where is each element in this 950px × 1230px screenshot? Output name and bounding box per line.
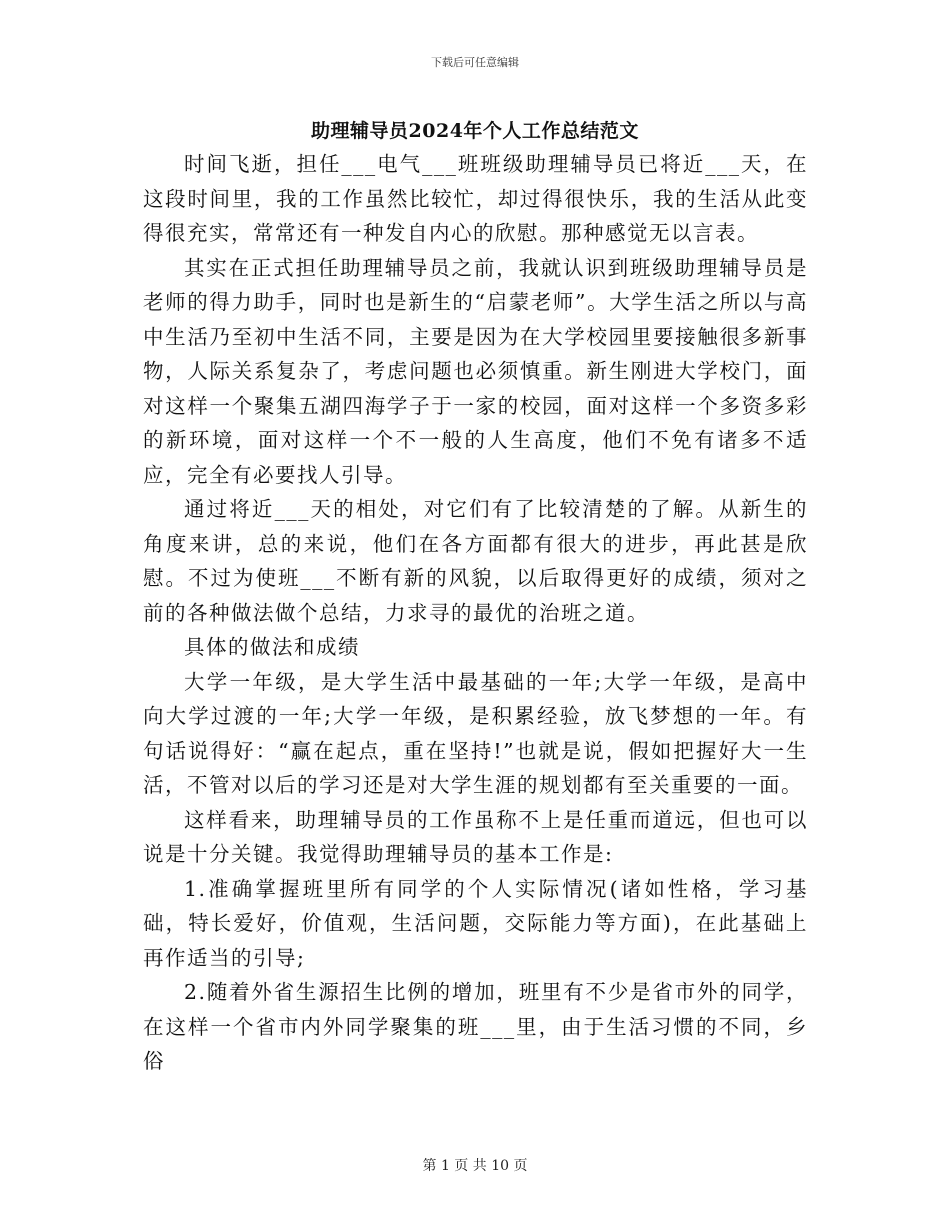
page-number: 第 1 页 共 10 页: [422, 1158, 528, 1174]
paragraph-4: 大学一年级，是大学生活中最基础的一年;大学一年级，是高中向大学过渡的一年;大学一年级，是积累经验，放飞梦想的一年。有句话说得好：“赢在起点，重在坚持!”也就是说，假如把握好大一生活，不管对以后的学习还是对大学生涯的规划都有至关重要的一面。: [143, 669, 808, 797]
document-body: [143, 147, 808, 1079]
header-note: 下载后可任意编辑: [431, 56, 519, 69]
paragraph-2: 其实在正式担任助理辅导员之前，我就认识到班级助理辅导员是老师的得力助手，同时也是新生的“启蒙老师”。大学生活之所以与高中生活乃至初中生活不同，主要是因为在大学校园里要接触很多新事物，人际关系复杂了，考虑问题也必须慎重。新生刚进大学校门，面对这样一个聚集五湖四海学子于一家的校园，面对这样一个多资多彩的新环境，面对这样一个不一般的人生高度，他们不免有诸多不适应，完全有必要找人引导。: [143, 255, 808, 487]
section-heading: 具体的做法和成绩: [184, 635, 360, 659]
list-item-1: 1.准确掌握班里所有同学的个人实际情况(诸如性格，学习基础，特长爱好，价值观，生活问题，交际能力等方面)，在此基础上再作适当的引导;: [143, 876, 808, 970]
paragraph-5: 这样看来，助理辅导员的工作虽称不上是任重而道远，但也可以说是十分关键。我觉得助理辅导员的基本工作是:: [143, 807, 808, 866]
document-title: 助理辅导员2024年个人工作总结范文: [311, 120, 639, 142]
paragraph-3: 通过将近___天的相处，对它们有了比较清楚的了解。从新生的角度来讲，总的来说，他们在各方面都有很大的进步，再此甚是欣慰。不过为使班___不断有新的风貌，以后取得更好的成绩，须对之前的各种做法做个总结，力求寻的最优的治班之道。: [143, 497, 808, 625]
list-item-2: 2.随着外省生源招生比例的增加，班里有不少是省市外的同学，在这样一个省市内外同学聚集的班___里，由于生活习惯的不同，乡俗: [143, 980, 808, 1073]
paragraph-1: 时间飞逝，担任___电气___班班级助理辅导员已将近___天，在这段时间里，我的工作虽然比较忙，却过得很快乐，我的生活从此变得很充实，常常还有一种发自内心的欣慰。那种感觉无以言表。: [143, 152, 808, 245]
